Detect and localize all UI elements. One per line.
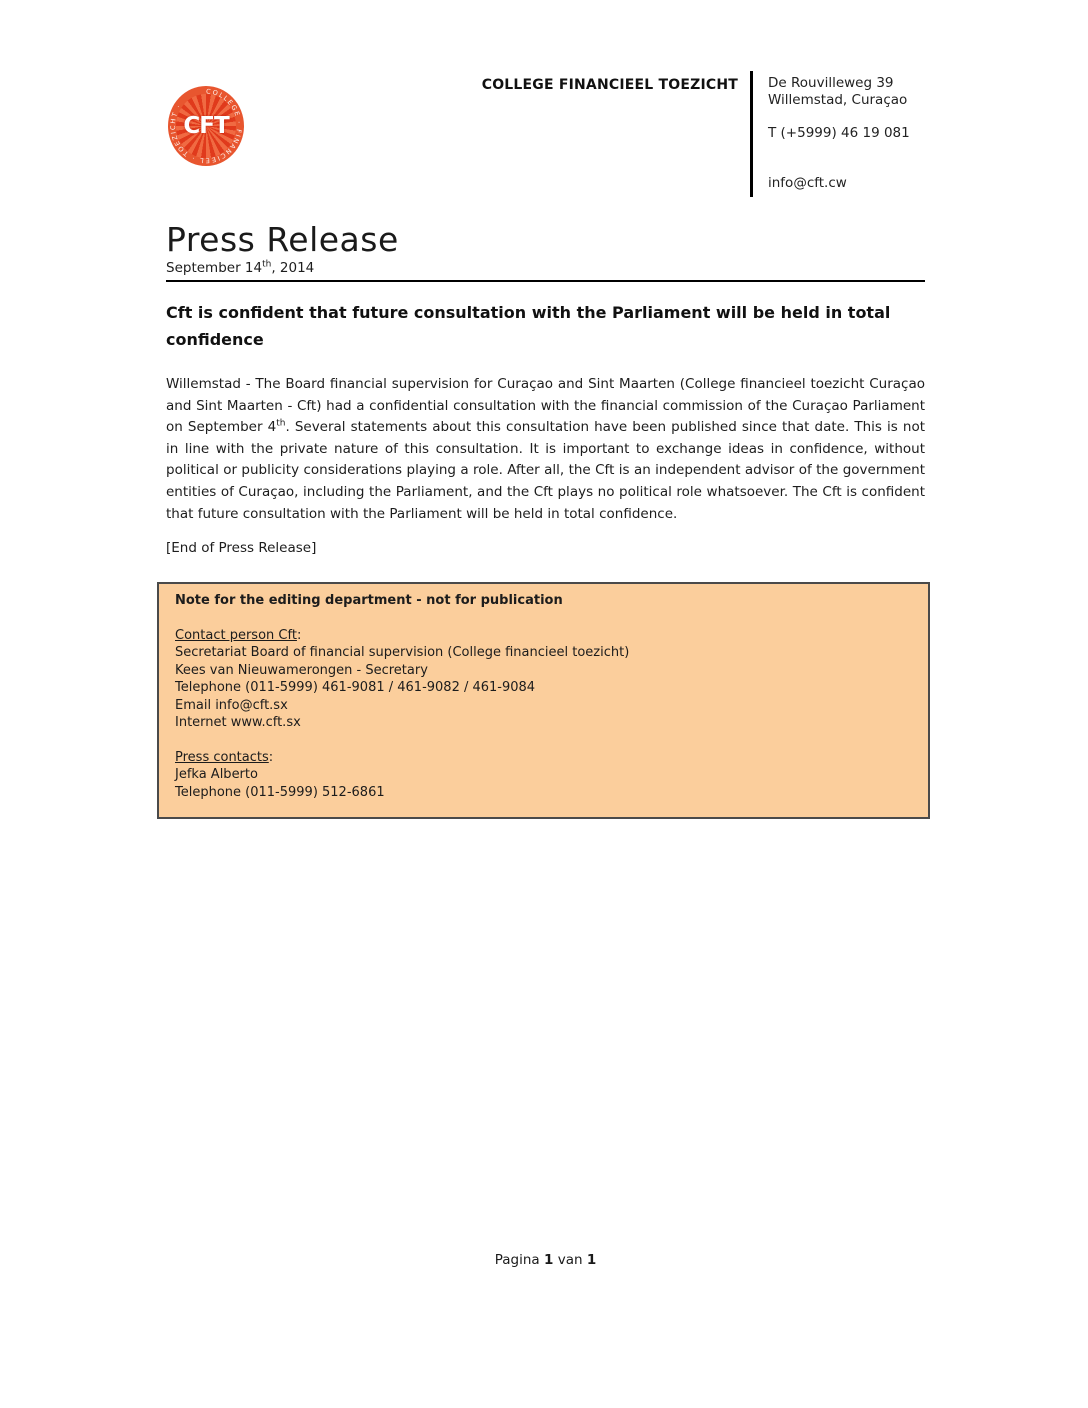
page-title: Press Release xyxy=(166,220,399,259)
editor-note-box xyxy=(157,582,930,819)
page-footer xyxy=(166,1252,925,1268)
body-text-1: Willemstad - The Board financial supervision for Curaçao and Sint Maarten (College financieel toezicht Curaçao and Sint Maarten - Cft) had a confidential consultation with the financial commission of the Curaçao Parliament on September 4 xyxy=(166,376,925,436)
contact-line: Email info@cft.sx xyxy=(175,697,288,713)
body-text-2: . Several statements about this consultation have been published since that date. This is not in line with the private nature of this consultation. It is important to exchange ideas in confidence, without political or publicity considerations playing a role. After all, the Cft is an independent advisor of the government entities of Curaçao, including the Parliament, and the Cft plays no political role whatsoever. The Cft is confident that future consultation with the Parliament will be held in total confidence. xyxy=(166,419,925,522)
cft-logo-ring xyxy=(168,86,244,166)
org-name: COLLEGE FINANCIEEL TOEZICHT xyxy=(481,77,738,93)
address-line-2: Willemstad, Curaçao xyxy=(768,92,908,108)
release-heading: Cft is confident that future consultation with the Parliament will be held in total confidence xyxy=(166,303,891,349)
press-line: Telephone (011-5999) 512-6861 xyxy=(175,784,385,800)
contact-line: Secretariat Board of financial supervision (College financieel toezicht) xyxy=(175,645,630,661)
contact-line: Kees van Nieuwamerongen - Secretary xyxy=(175,662,428,678)
address-block xyxy=(768,75,910,192)
press-contacts-label: Press contacts: xyxy=(175,749,274,765)
cft-logo-text: CFT xyxy=(183,113,229,139)
footer-total-pages: 1 xyxy=(586,1252,597,1268)
document-content xyxy=(166,221,925,819)
contact-person-label: Contact person Cft: xyxy=(175,627,302,643)
svg-text:COLLEGE · FINANCIEEL · TOEZICH xyxy=(169,87,243,164)
release-date xyxy=(166,260,925,282)
email-address: info@cft.cw xyxy=(768,175,847,191)
end-of-release-marker: [End of Press Release] xyxy=(166,540,317,557)
phone-number: T (+5999) 46 19 081 xyxy=(768,125,910,141)
footer-page-word: Pagina xyxy=(494,1252,540,1268)
letterhead xyxy=(0,0,1088,220)
cft-logo xyxy=(168,86,244,166)
contact-line: Internet www.cft.sx xyxy=(175,715,301,731)
press-contacts-section xyxy=(175,749,912,802)
date-text: September 14 xyxy=(166,260,263,276)
date-ordinal-suffix: th xyxy=(262,259,272,270)
address-line-1: De Rouvilleweg 39 xyxy=(768,75,894,91)
header-divider xyxy=(750,71,753,197)
release-body xyxy=(166,374,925,525)
body-ordinal-suffix: th xyxy=(276,418,286,429)
contact-person-section xyxy=(175,627,912,732)
note-box-title: Note for the editing department - not for publication xyxy=(175,593,563,609)
logo-ring-text: COLLEGE · FINANCIEEL · TOEZICHT · xyxy=(168,87,244,165)
footer-page-number: 1 xyxy=(544,1252,554,1268)
footer-separator: van xyxy=(557,1252,583,1268)
contact-line: Telephone (011-5999) 461-9081 / 461-9082 / 461-9084 xyxy=(175,680,536,696)
date-year: , 2014 xyxy=(271,260,315,276)
press-line: Jefka Alberto xyxy=(175,767,258,783)
